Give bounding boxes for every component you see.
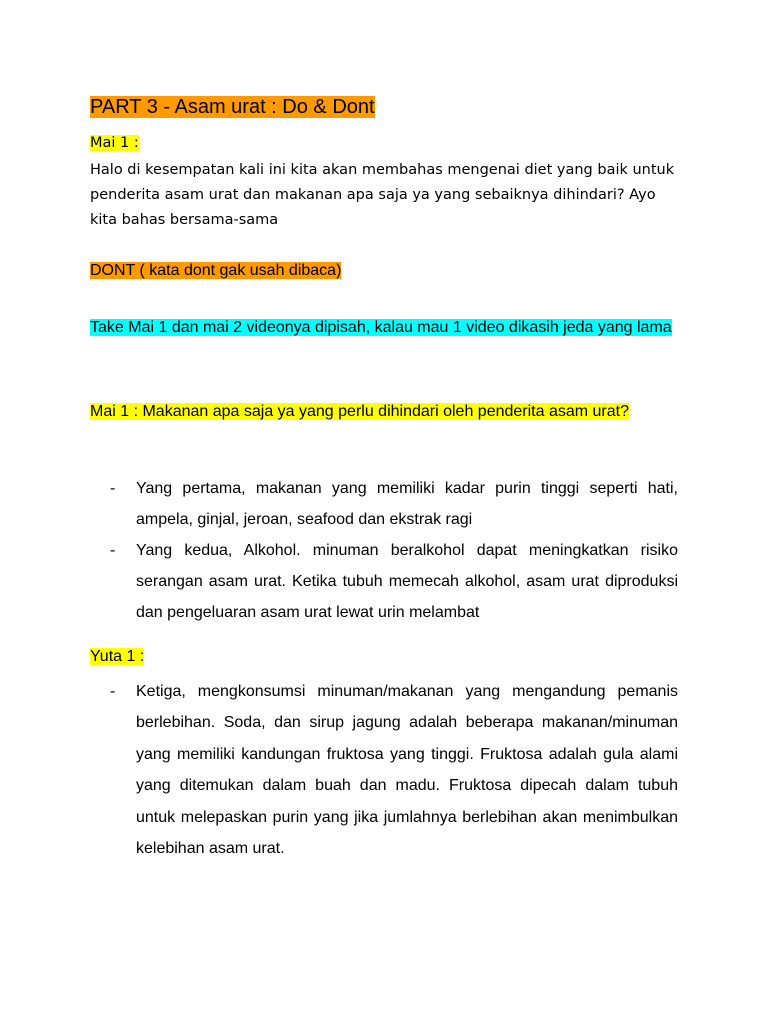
list-item: [90, 676, 678, 864]
speaker-label-block: [90, 132, 678, 154]
take-note: Take Mai 1 dan mai 2 videonya dipisah, kalau mau 1 video dikasih jeda yang lama: [90, 319, 672, 336]
take-note-block: [90, 313, 678, 342]
list-item-text: Yang kedua, Alkohol. minuman beralkohol dapat meningkatkan risiko serangan asam urat. Ketika tubuh memecah alkohol, asam urat diproduksi dan pengeluaran asam urat lewat urin melambat: [136, 542, 678, 621]
bullet-dash: -: [110, 542, 116, 559]
avoid-list-1: [90, 473, 678, 628]
document-title-block: [90, 94, 678, 120]
document-title: PART 3 - Asam urat : Do & Dont: [90, 96, 375, 118]
speaker-label-mai1: Mai 1 :: [90, 135, 139, 151]
list-item: [90, 535, 678, 628]
dont-note-block: [90, 259, 678, 283]
intro-paragraph: Halo di kesempatan kali ini kita akan membahas mengenai diet yang baik untuk penderita asam urat dan makanan apa saja ya yang sebaiknya dihindari? Ayo kita bahas bersama-sama: [90, 162, 675, 228]
bullet-dash: -: [110, 683, 116, 700]
dont-note: DONT ( kata dont gak usah dibaca): [90, 262, 342, 279]
speaker-label-yuta-block: [90, 645, 678, 669]
list-item-text: Ketiga, mengkonsumsi minuman/makanan yang mengandung pemanis berlebihan. Soda, dan sirup jagung adalah beberapa makanan/minuman yang memiliki kandungan fruktosa yang tinggi. Fruktosa adalah gula alami yang ditemukan dalam buah dan madu. Fruktosa dipecah dalam tubuh untuk melepaskan purin yang jika jumlahnya berlebihan akan menimbulkan kelebihan asam urat.: [136, 683, 678, 858]
avoid-list-2: [90, 676, 678, 864]
list-item: [90, 473, 678, 535]
question-block: [90, 397, 678, 426]
question-heading: Mai 1 : Makanan apa saja ya yang perlu dihindari oleh penderita asam urat?: [90, 403, 629, 420]
bullet-dash: -: [110, 480, 116, 497]
speaker-label-yuta1: Yuta 1 :: [90, 648, 145, 665]
list-item-text: Yang pertama, makanan yang memiliki kadar purin tinggi seperti hati, ampela, ginjal, jeroan, seafood dan ekstrak ragi: [136, 480, 678, 528]
